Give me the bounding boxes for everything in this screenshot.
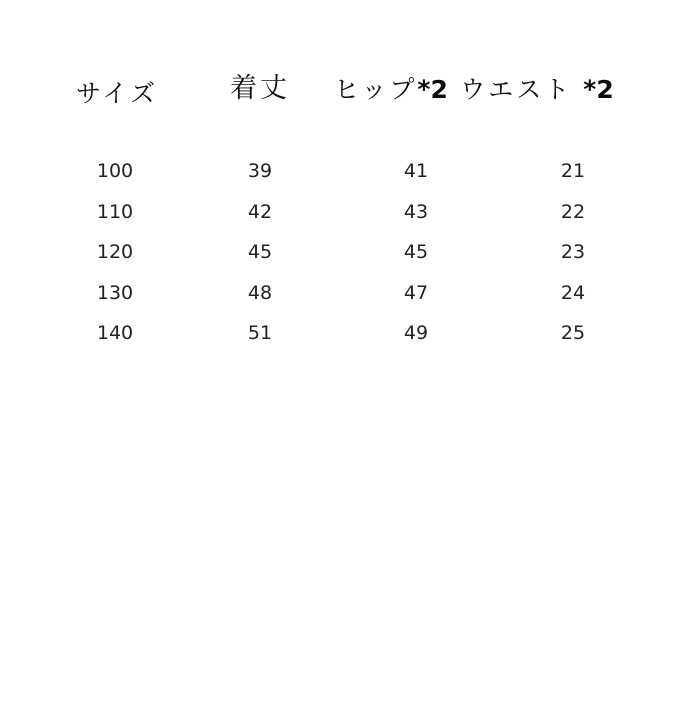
header-hip-note: *2 — [417, 75, 448, 104]
cell-hip: 45 — [403, 241, 429, 263]
cell-length: 39 — [247, 160, 273, 182]
cell-length: 45 — [247, 241, 273, 263]
cell-waist: 22 — [560, 201, 586, 223]
cell-size: 140 — [96, 322, 134, 344]
header-waist-label: ウエスト — [460, 75, 573, 104]
cell-length: 48 — [247, 282, 273, 304]
header-hip-label: ヒップ — [334, 75, 418, 104]
header-waist — [460, 70, 613, 106]
cell-size: 100 — [96, 160, 134, 182]
cell-size: 130 — [96, 282, 134, 304]
cell-hip: 47 — [403, 282, 429, 304]
cell-waist: 25 — [560, 322, 586, 344]
cell-hip: 43 — [403, 201, 429, 223]
cell-size: 110 — [96, 201, 134, 223]
cell-length: 51 — [247, 322, 273, 344]
header-length — [230, 66, 290, 105]
header-waist-note: *2 — [583, 75, 614, 104]
cell-waist: 24 — [560, 282, 586, 304]
cell-hip: 49 — [403, 322, 429, 344]
header-size-label: サイズ — [75, 79, 159, 108]
cell-length: 42 — [247, 201, 273, 223]
header-hip — [334, 70, 448, 106]
cell-waist: 21 — [560, 160, 586, 182]
header-size — [76, 74, 158, 110]
header-length-label: 着丈 — [230, 73, 290, 104]
cell-waist: 23 — [560, 241, 586, 263]
cell-size: 120 — [96, 241, 134, 263]
cell-hip: 41 — [403, 160, 429, 182]
